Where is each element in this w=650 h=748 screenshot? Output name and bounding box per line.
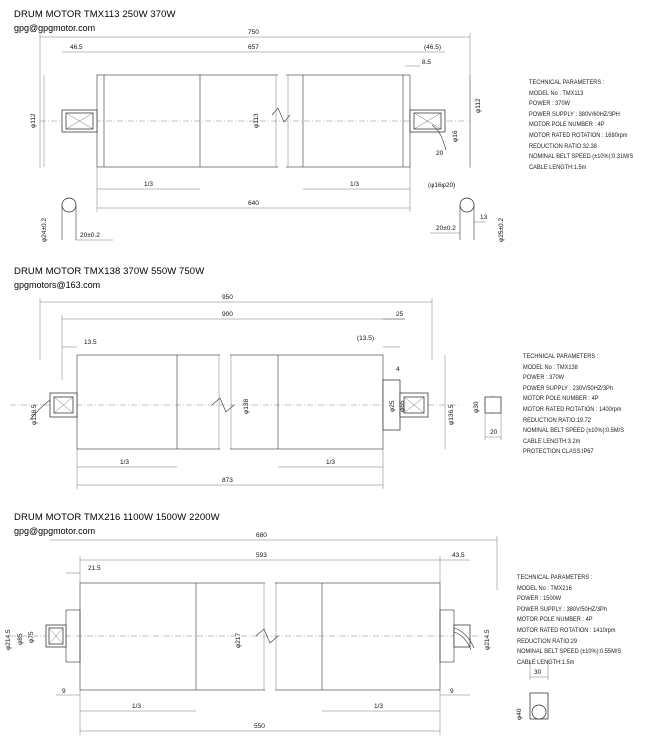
- dim-dia-s1: φ75: [28, 631, 35, 643]
- shaft-end-circle: [532, 705, 546, 719]
- param-line: NOMINAL BELT SPEED (±10%):0.31M/S: [529, 153, 634, 161]
- param-line: MOTOR POLE NUMBER : 4P: [523, 395, 599, 403]
- param-line: CABLE LENGTH:3.2m: [523, 437, 581, 445]
- drum-shell: [80, 583, 440, 690]
- dim-left-end: 21.5: [88, 565, 101, 572]
- dim-third-left: 1/3: [144, 181, 154, 188]
- param-line: MOTOR POLE NUMBER : 4P: [517, 616, 593, 624]
- dim-dia-right: φ136.5: [448, 404, 455, 425]
- drawing-2-email[interactable]: gpgmotors@163.com: [14, 280, 101, 290]
- dim-dia-s2: φ85: [17, 633, 24, 645]
- right-key-circle: [460, 198, 474, 212]
- param-line: POWER SUPPLY : 380V/60HZ/3PH: [529, 110, 620, 118]
- dim-dia-shaft: φ30: [473, 401, 480, 413]
- param-line: MOTOR RATED ROTATION : 1410rpm: [517, 626, 616, 634]
- dim-shaft-len: 20: [436, 150, 444, 157]
- param-line: NOMINAL BELT SPEED (±10%):0.5M/S: [523, 427, 625, 435]
- dim-dia-right: φ214.5: [484, 629, 491, 650]
- dim-key-dia2: φ25±0.2: [498, 217, 505, 242]
- dim-third-right: 1/3: [374, 703, 384, 710]
- param-line: REDUCTION RATIO:32.38: [529, 142, 597, 150]
- dim-dia-mid: φ113: [253, 113, 260, 128]
- dim-nine-right: 9: [450, 688, 454, 695]
- param-line: REDUCTION RATIO:29: [517, 637, 578, 645]
- dim-shell-len: 550: [254, 723, 265, 730]
- param-line: MODEL No : TMX216: [517, 584, 572, 592]
- dim-dia-s1: φ25: [389, 400, 396, 412]
- dim-total: 950: [222, 294, 233, 301]
- dim-inner: 900: [222, 311, 233, 318]
- param-line: TECHNICAL PARAMETERS :: [523, 353, 599, 360]
- param-line: PROTECTION CLASS:IP67: [523, 448, 594, 456]
- dim-third-right: 1/3: [350, 181, 360, 188]
- param-line: MODEL No : TMX113: [529, 89, 584, 97]
- dim-key-len: 20±0.2: [80, 232, 100, 239]
- dim-dia-left: φ214.5: [5, 629, 12, 650]
- dim-key-len-right: 20±0.2: [436, 225, 456, 232]
- param-line: NOMINAL BELT SPEED (±10%):0.55M/S: [517, 648, 622, 656]
- drawing-1: [30, 29, 505, 242]
- dim-right-end: 43.5: [452, 552, 465, 559]
- drawing-2: [10, 294, 501, 489]
- param-line: POWER SUPPLY : 230V/50HZ/3Ph: [523, 384, 613, 392]
- dim-left-end: 46.5: [70, 44, 83, 51]
- dim-third-left: 1/3: [120, 459, 130, 466]
- param-line: MODEL No : TMX138: [523, 363, 578, 371]
- dim-third-right: 1/3: [326, 459, 336, 466]
- dim-key13: 13: [480, 214, 488, 221]
- dim-dia-shaft: φ16: [452, 130, 459, 142]
- param-line: POWER SUPPLY : 380V/50HZ/3Ph: [517, 605, 607, 613]
- dim-inner: 593: [256, 552, 267, 559]
- param-line: CABLE LENGTH:1.5m: [517, 658, 575, 666]
- param-line: MOTOR RATED ROTATION : 1680rpm: [529, 131, 628, 139]
- dim-dia-s2: φ65: [399, 400, 406, 412]
- dim-key-dia: φ24±0.2: [41, 217, 48, 242]
- param-line: CABLE LENGTH:1.5m: [529, 163, 587, 171]
- dim-dia-right: φ112: [475, 98, 482, 113]
- param-line: POWER : 370W: [529, 100, 570, 108]
- dim-shaft-len: 30: [534, 669, 542, 676]
- left-key-circle: [62, 198, 76, 212]
- dim-total: 680: [256, 532, 267, 539]
- drawing-3-title: DRUM MOTOR TMX216 1100W 1500W 2200W: [14, 512, 220, 523]
- param-line: MOTOR RATED ROTATION : 1400rpm: [523, 405, 622, 413]
- dim-shell-len: 640: [248, 200, 259, 207]
- dim-dia-mid: φ217: [235, 632, 242, 648]
- dim-dia-mid: φ138: [243, 398, 250, 414]
- drawing-1-email[interactable]: gpg@gpgmotor.com: [14, 23, 96, 33]
- dim-shaft-offset: 8.5: [422, 59, 432, 66]
- param-line: MOTOR POLE NUMBER : 4P: [529, 121, 605, 129]
- dim-right-paren: (13.5): [357, 335, 374, 342]
- dim-dia-shaft: φ40: [516, 708, 523, 720]
- dim-left-end: 13.5: [84, 339, 97, 346]
- param-line: TECHNICAL PARAMETERS :: [517, 574, 593, 581]
- param-line: POWER : 370W: [523, 374, 564, 382]
- param-line: REDUCTION RATIO:19.72: [523, 416, 591, 424]
- dim-third-left: 1/3: [132, 703, 142, 710]
- dim-right-end: (46.5): [424, 44, 441, 51]
- dim-dia-left: φ112: [30, 113, 37, 128]
- dim-small4: 4: [396, 366, 400, 373]
- dim-right-end: 25: [396, 311, 404, 318]
- dim-shell-len: 873: [222, 477, 233, 484]
- drawing-1-title: DRUM MOTOR TMX113 250W 370W: [14, 9, 176, 20]
- dim-shaft-len: 20: [490, 429, 498, 436]
- dim-nine-left: 9: [62, 688, 66, 695]
- drawing-3-email[interactable]: gpg@gpgmotor.com: [14, 526, 96, 536]
- dim-inner: 657: [248, 44, 259, 51]
- param-line: POWER : 1500W: [517, 595, 562, 603]
- param-line: TECHNICAL PARAMETERS :: [529, 79, 605, 86]
- drawing-2-title: DRUM MOTOR TMX138 370W 550W 750W: [14, 266, 205, 277]
- drawing-3: [5, 532, 548, 735]
- dim-total: 750: [248, 29, 259, 36]
- dim-flat-label: (φ16φ20): [428, 182, 456, 189]
- dim-dia-left: φ136.5: [31, 404, 38, 425]
